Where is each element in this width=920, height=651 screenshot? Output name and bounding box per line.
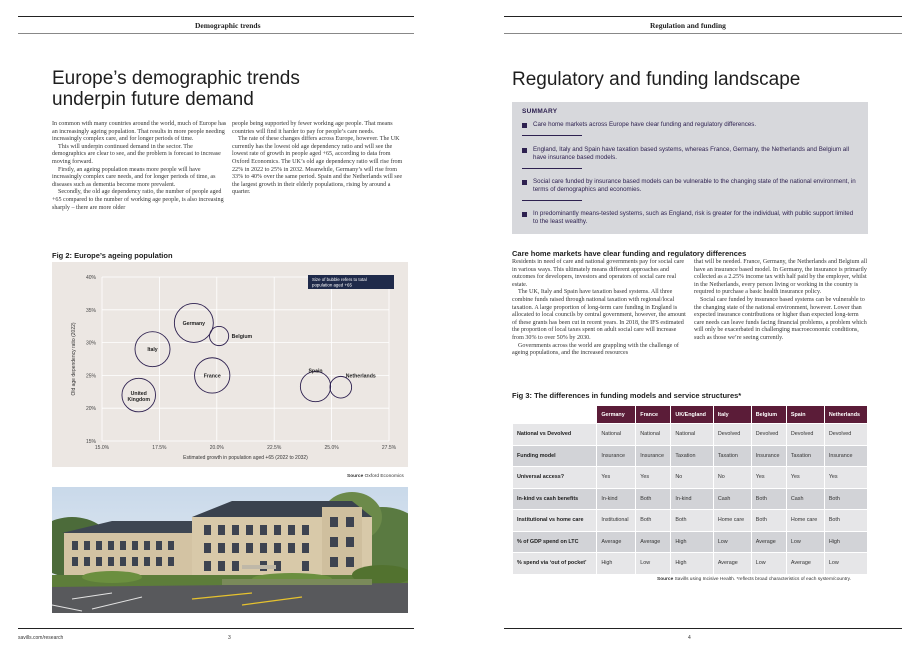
row-header: Funding model bbox=[513, 446, 596, 467]
bullet-square-icon bbox=[522, 212, 527, 217]
right-body-column-2 bbox=[694, 259, 870, 343]
source-label: Source bbox=[657, 577, 674, 582]
bullet-square-icon bbox=[522, 148, 527, 153]
bubble-label: Germany bbox=[182, 320, 206, 327]
table-cell: Average bbox=[752, 532, 786, 553]
table-cell: National bbox=[597, 424, 635, 445]
source-label: Source bbox=[347, 474, 364, 479]
left-header-rule bbox=[18, 16, 414, 17]
paragraph: The rate of these changes differs across Europe, however. The UK currently has the lowest old age dependency ratio and will see the lowest rate of growth in people aged +65, according to data from Oxford Economics. The UK’s old age dependency ratio will rise from 22% in 2022 to 25% in 2032. Meanwhile, Germany’s will rise from 33% to 40% over the same period. Spain and the Netherlands will see the largest growth in their elderly populations, rising by around a quarter. bbox=[232, 136, 403, 196]
summary-divider bbox=[522, 168, 582, 169]
table-cell: Taxation bbox=[714, 446, 751, 467]
paragraph: Secondly, the old age dependency ratio, the number of people aged +65 compared to the number of working age people, is also increasing sharply – there are more older bbox=[52, 189, 224, 211]
summary-item bbox=[522, 210, 858, 226]
table-cell: High bbox=[825, 532, 867, 553]
table-corner bbox=[513, 406, 596, 423]
right-page-number: 4 bbox=[688, 635, 691, 641]
table-row bbox=[513, 446, 867, 467]
table-cell: Cash bbox=[787, 489, 824, 510]
x-tick-label: 15.0% bbox=[94, 445, 110, 451]
table-row bbox=[513, 489, 867, 510]
table-cell: Average bbox=[787, 553, 824, 574]
row-header: % spend via ‘out of pocket’ bbox=[513, 553, 596, 574]
paragraph: people being supported by fewer working age people. That means countries will find it harder to pay for people’s care needs. bbox=[232, 121, 393, 135]
paragraph: Governments across the world are grappling with the challenge of ageing populations, and the increased resources bbox=[512, 342, 679, 357]
summary-item-text: England, Italy and Spain have taxation based systems, whereas France, Germany, the Netherlands and Belgium all have insurance based models. bbox=[533, 146, 849, 161]
funding-models-table bbox=[512, 405, 868, 575]
left-body-column-1 bbox=[52, 121, 228, 212]
bubble-label: France bbox=[203, 373, 221, 380]
table-cell: Cash bbox=[714, 489, 751, 510]
left-page-title bbox=[52, 68, 412, 110]
table-cell: No bbox=[671, 467, 712, 488]
column-header: Belgium bbox=[752, 406, 786, 423]
y-tick-label: 15% bbox=[85, 439, 96, 445]
paragraph: The UK, Italy and Spain have taxation based systems. All three combine funds raised through national taxation with regional/local taxation. A large proportion of long-term care funding in England is allocated to local councils by central government, however, the amount of these grants has been cut in recent years. In 2018, the IFS estimated the proportion of local taxes spent on adult social care will increase from 30% to over 50% by 2030. bbox=[512, 289, 686, 341]
summary-item bbox=[522, 178, 858, 194]
table-cell: Both bbox=[636, 489, 670, 510]
table-cell: High bbox=[597, 553, 635, 574]
table-row bbox=[513, 532, 867, 553]
summary-item bbox=[522, 121, 858, 129]
section-heading: Care home markets have clear funding and regulatory differences bbox=[512, 249, 747, 258]
table-cell: Home care bbox=[787, 510, 824, 531]
table-cell: Average bbox=[636, 532, 670, 553]
y-tick-label: 35% bbox=[85, 307, 96, 314]
fig3-title: Fig 3: The differences in funding models and service structures* bbox=[512, 391, 742, 400]
paragraph: Firstly, an ageing population means more people will have increasingly complex care needs, and for longer periods of time, as diseases such as dementia become more prevalent. bbox=[52, 166, 216, 188]
right-page-title: Regulatory and funding landscape bbox=[512, 69, 801, 90]
table-cell: Devolved bbox=[714, 424, 751, 445]
column-header: Spain bbox=[787, 406, 824, 423]
bubble bbox=[330, 376, 352, 398]
fig3-source bbox=[657, 577, 851, 582]
y-axis-label: Old age dependency ratio (2022) bbox=[71, 322, 77, 396]
bubble-label: United Kingdom bbox=[127, 391, 150, 404]
table-cell: Both bbox=[752, 489, 786, 510]
right-header-rule bbox=[504, 16, 902, 17]
table-cell: Devolved bbox=[752, 424, 786, 445]
summary-divider bbox=[522, 200, 582, 201]
x-tick-label: 22.5% bbox=[267, 445, 282, 451]
table-row bbox=[513, 467, 867, 488]
legend-note: Size of bubble refers to total population aged +65 bbox=[312, 277, 367, 288]
source-text: Savills using Incisive Health. *reflects broad characteristics of each system/country. bbox=[674, 577, 852, 582]
row-header: Institutional vs home care bbox=[513, 510, 596, 531]
source-text: Oxford Economics bbox=[364, 474, 404, 479]
summary-item bbox=[522, 146, 858, 162]
column-header: Netherlands bbox=[825, 406, 867, 423]
table-cell: Yes bbox=[636, 467, 670, 488]
table-cell: Insurance bbox=[825, 446, 867, 467]
left-header-underline bbox=[18, 33, 414, 34]
table-cell: Taxation bbox=[671, 446, 712, 467]
table-cell: Devolved bbox=[825, 424, 867, 445]
table-cell: No bbox=[714, 467, 751, 488]
table-cell: In-kind bbox=[671, 489, 712, 510]
row-header: In-kind vs cash benefits bbox=[513, 489, 596, 510]
table-cell: Yes bbox=[787, 467, 824, 488]
summary-label: SUMMARY bbox=[522, 108, 558, 115]
right-header-label: Regulation and funding bbox=[650, 21, 726, 30]
left-footer-url: savills.com/research bbox=[18, 635, 64, 641]
row-header: National vs Devolved bbox=[513, 424, 596, 445]
right-header-underline bbox=[504, 33, 902, 34]
column-header: Germany bbox=[597, 406, 635, 423]
table-cell: Average bbox=[714, 553, 751, 574]
summary-box bbox=[512, 102, 868, 234]
bubble-chart-panel bbox=[52, 262, 408, 467]
bubble-label: Italy bbox=[147, 347, 158, 354]
column-header: UK/England bbox=[671, 406, 712, 423]
summary-item-text: Care home markets across Europe have clear funding and regulatory differences. bbox=[533, 121, 757, 128]
column-header: Italy bbox=[714, 406, 751, 423]
summary-item-text: Social care funded by insurance based models can be vulnerable to the changing state of the national environment, in terms of demographics and economies. bbox=[533, 178, 856, 193]
y-tick-label: 30% bbox=[85, 340, 96, 347]
column-header: France bbox=[636, 406, 670, 423]
table-cell: Home care bbox=[714, 510, 751, 531]
paragraph: that will be needed. France, Germany, the Netherlands and Belgium all have an insurance based model. In Germany, the insurance is primarily collected as a 2.25% income tax with half paid by the employer, whilst in the Netherlands, every person living or working in the country is required to purchase a basic health insurance policy. bbox=[694, 259, 868, 296]
bullet-square-icon bbox=[522, 123, 527, 128]
left-body-column-2 bbox=[232, 121, 408, 197]
x-tick-label: 17.5% bbox=[152, 445, 167, 451]
table-cell: Both bbox=[671, 510, 712, 531]
table-cell: National bbox=[671, 424, 712, 445]
summary-divider bbox=[522, 135, 582, 136]
table-cell: Both bbox=[825, 510, 867, 531]
right-body-column-1 bbox=[512, 259, 688, 358]
table-cell: National bbox=[636, 424, 670, 445]
fig2-source bbox=[347, 474, 404, 479]
table-cell: Yes bbox=[752, 467, 786, 488]
table-cell: Institutional bbox=[597, 510, 635, 531]
table-cell: Devolved bbox=[787, 424, 824, 445]
table-cell: Low bbox=[714, 532, 751, 553]
table-body bbox=[513, 424, 867, 574]
table-cell: Low bbox=[752, 553, 786, 574]
x-tick-label: 27.5% bbox=[381, 445, 397, 451]
y-tick-label: 25% bbox=[85, 373, 96, 380]
table-cell: Yes bbox=[597, 467, 635, 488]
bubble-chart bbox=[52, 262, 408, 467]
left-header-label: Demographic trends bbox=[195, 21, 261, 30]
bullet-square-icon bbox=[522, 180, 527, 185]
table-cell: Insurance bbox=[597, 446, 635, 467]
paragraph: Social care funded by insurance based systems can be vulnerable to the changing state of the national environment, however. Lower than expected insurance contributions or higher than expected long-term care needs can leave funds facing financial problems, a problem which will only be exacerbated in challenging macroeconomic conditions, such as those we’re seeing currently. bbox=[694, 296, 867, 341]
summary-item-text: In predominantly means-tested systems, such as England, risk is greater for the individual, with public support limited to the least wealthy. bbox=[533, 210, 854, 225]
table-cell: Low bbox=[787, 532, 824, 553]
table-cell: Low bbox=[636, 553, 670, 574]
table-cell: Both bbox=[752, 510, 786, 531]
y-tick-label: 20% bbox=[85, 406, 96, 413]
x-tick-label: 20.0% bbox=[209, 445, 224, 451]
left-footer-rule bbox=[18, 628, 414, 629]
table-cell: Average bbox=[597, 532, 635, 553]
bubble bbox=[300, 371, 330, 401]
left-title-line1: Europe’s demographic trends bbox=[52, 68, 300, 89]
right-footer-rule bbox=[504, 628, 902, 629]
table-cell: Taxation bbox=[787, 446, 824, 467]
care-home-photo bbox=[52, 487, 408, 613]
bubble-label: Spain bbox=[308, 368, 323, 375]
y-tick-label: 40% bbox=[85, 275, 96, 281]
table-cell: High bbox=[671, 553, 712, 574]
paragraph: Residents in need of care and national governments pay for social care in various ways. This ultimately means different approaches and outcomes for developers, investors and operators of social care real estate. bbox=[512, 259, 685, 288]
table-row bbox=[513, 510, 867, 531]
bubble-label: Belgium bbox=[231, 334, 253, 341]
bubble-label: Netherlands bbox=[345, 373, 376, 380]
left-page-number: 3 bbox=[228, 635, 231, 641]
fig2-title: Fig 2: Europe’s ageing population bbox=[52, 251, 173, 260]
row-header: % of GDP spend on LTC bbox=[513, 532, 596, 553]
table-cell: Yes bbox=[825, 467, 867, 488]
paragraph: In common with many countries around the world, much of Europe has an increasingly ageing population. That results in more people needing increasingly complex care, and for longer periods of time. bbox=[52, 121, 227, 143]
table-cell: Both bbox=[825, 489, 867, 510]
table-cell: Insurance bbox=[752, 446, 786, 467]
row-header: Universal access? bbox=[513, 467, 596, 488]
left-title-line2: underpin future demand bbox=[52, 89, 254, 110]
care-home-illustration bbox=[52, 487, 408, 613]
table-row bbox=[513, 424, 867, 445]
table-row bbox=[513, 553, 867, 574]
table-cell: Low bbox=[825, 553, 867, 574]
x-tick-label: 25.0% bbox=[324, 445, 339, 451]
x-axis-label: Estimated growth in population aged +65 (2022 to 2032) bbox=[183, 455, 308, 461]
table-cell: High bbox=[671, 532, 712, 553]
table-header-row bbox=[513, 406, 867, 423]
paragraph: This will underpin continued demand in the sector. The demographics are clear to see, and the problem is forecast to increase moving forward. bbox=[52, 143, 221, 165]
table-cell: Insurance bbox=[636, 446, 670, 467]
table-cell: In-kind bbox=[597, 489, 635, 510]
table-cell: Both bbox=[636, 510, 670, 531]
